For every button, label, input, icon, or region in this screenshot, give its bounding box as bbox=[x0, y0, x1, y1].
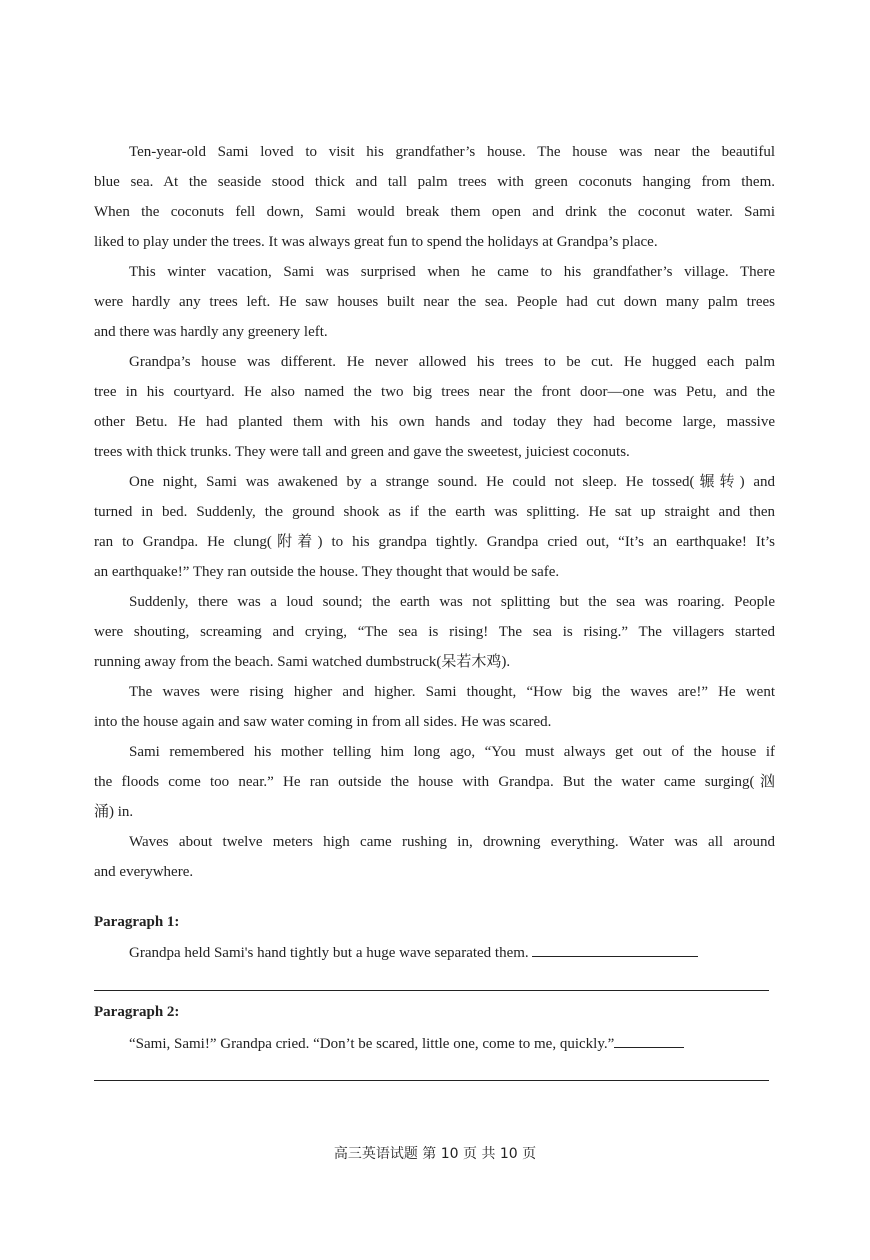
answer-line[interactable] bbox=[94, 1080, 769, 1081]
story-paragraph bbox=[94, 677, 775, 737]
text-line: Waves about twelve meters high came rushing in, drowning everything. Water was all around bbox=[129, 834, 775, 850]
story-paragraph bbox=[94, 347, 775, 467]
text-line: an earthquake!” They ran outside the house. They thought that would be safe. bbox=[94, 564, 560, 580]
paragraph-1-opening bbox=[129, 942, 698, 963]
paragraph-2-label: Paragraph 2: bbox=[94, 1004, 180, 1020]
text-line: This winter vacation, Sami was surprised when he came to his grandfather’s village. There bbox=[129, 264, 775, 280]
text-line: trees with thick trunks. They were tall and green and gave the sweetest, juiciest coconuts. bbox=[94, 444, 630, 460]
story-paragraph bbox=[94, 467, 775, 587]
text-line: running away from the beach. Sami watched dumbstruck(呆若木鸡). bbox=[94, 654, 511, 670]
text-line: and everywhere. bbox=[94, 864, 194, 880]
page-footer: 高三英语试题 第 10 页 共 10 页 bbox=[333, 1146, 537, 1162]
text-line: blue sea. At the seaside stood thick and tall palm trees with green coconuts hanging from them. bbox=[94, 174, 775, 190]
text-line: Sami remembered his mother telling him long ago, “You must always get out of the house if bbox=[129, 744, 775, 760]
text-line: ran to Grandpa. He clung(附着) to his grandpa tightly. Grandpa cried out, “It’s an earthquake! It’s bbox=[94, 534, 775, 550]
text-line: The waves were rising higher and higher. Sami thought, “How big the waves are!” He went bbox=[129, 684, 775, 700]
text-line: into the house again and saw water coming in from all sides. He was scared. bbox=[94, 714, 552, 730]
text-line: were hardly any trees left. He saw houses built near the sea. People had cut down many palm trees bbox=[94, 294, 775, 310]
text-line: Ten-year-old Sami loved to visit his grandfather’s house. The house was near the beautiful bbox=[129, 144, 775, 160]
answer-blank[interactable] bbox=[532, 942, 698, 957]
text-line: Suddenly, there was a loud sound; the earth was not splitting but the sea was roaring. People bbox=[129, 594, 775, 610]
answer-blank[interactable] bbox=[614, 1033, 684, 1048]
story-passage bbox=[94, 137, 775, 887]
story-paragraph bbox=[94, 827, 775, 887]
text-line: 涌) in. bbox=[94, 804, 134, 820]
text-line: liked to play under the trees. It was always great fun to spend the holidays at Grandpa’s place. bbox=[94, 234, 658, 250]
text-line: tree in his courtyard. He also named the two big trees near the front door—one was Petu, and the bbox=[94, 384, 775, 400]
paragraph-2-opening bbox=[129, 1033, 684, 1054]
text-line: the floods come too near.” He ran outside the house with Grandpa. But the water came surging(汹 bbox=[94, 774, 775, 790]
text-line: One night, Sami was awakened by a strange sound. He could not sleep. He tossed(辗转) and bbox=[129, 474, 775, 490]
story-paragraph bbox=[94, 137, 775, 257]
text-line: other Betu. He had planted them with his own hands and today they had become large, massive bbox=[94, 414, 775, 430]
story-paragraph bbox=[94, 737, 775, 827]
story-paragraph bbox=[94, 587, 775, 677]
paragraph-1-label: Paragraph 1: bbox=[94, 914, 180, 930]
text-line: When the coconuts fell down, Sami would break them open and drink the coconut water. Sami bbox=[94, 204, 775, 220]
paragraph-1-opening-text: Grandpa held Sami's hand tightly but a huge wave separated them. bbox=[129, 945, 529, 961]
text-line: turned in bed. Suddenly, the ground shook as if the earth was splitting. He sat up straight and then bbox=[94, 504, 775, 520]
answer-line[interactable] bbox=[94, 990, 769, 991]
text-line: and there was hardly any greenery left. bbox=[94, 324, 328, 340]
text-line: were shouting, screaming and crying, “The sea is rising! The sea is rising.” The villagers started bbox=[94, 624, 775, 640]
story-paragraph bbox=[94, 257, 775, 347]
paragraph-2-opening-text: “Sami, Sami!” Grandpa cried. “Don’t be scared, little one, come to me, quickly.” bbox=[129, 1036, 615, 1052]
text-line: Grandpa’s house was different. He never allowed his trees to be cut. He hugged each palm bbox=[129, 354, 775, 370]
